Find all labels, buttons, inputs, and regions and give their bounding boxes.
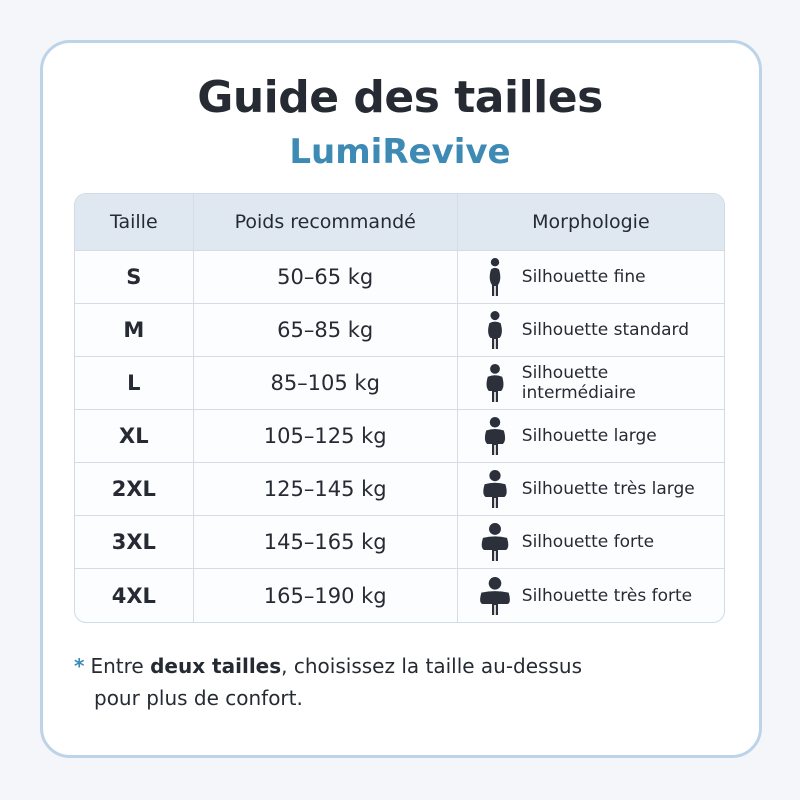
- morphology-cell: [458, 463, 724, 515]
- person-large-icon: [478, 416, 512, 456]
- table-row: [75, 410, 724, 463]
- table-row: [75, 357, 724, 410]
- table-row: [75, 516, 724, 569]
- size-cell: L: [75, 357, 194, 409]
- person-very-strong-icon: [478, 576, 512, 616]
- weight-cell: 85–105 kg: [194, 357, 458, 409]
- size-cell: 2XL: [75, 463, 194, 515]
- weight-cell: 125–145 kg: [194, 463, 458, 515]
- column-header-morphology: Morphologie: [532, 211, 650, 233]
- brand-name: LumiRevive: [289, 132, 511, 172]
- person-medium-icon: [478, 363, 512, 403]
- weight-cell: 145–165 kg: [194, 516, 458, 568]
- asterisk: *: [74, 654, 85, 678]
- size-cell: 4XL: [75, 569, 194, 622]
- morphology-cell: [458, 516, 724, 568]
- morphology-label: Silhouette standard: [521, 320, 690, 340]
- person-strong-icon: [478, 522, 512, 562]
- table-header: [75, 194, 724, 251]
- person-xlarge-icon: [478, 469, 512, 509]
- note-line-2: pour plus de confort.: [94, 686, 303, 710]
- weight-cell: 50–65 kg: [194, 251, 458, 303]
- morphology-cell: [458, 251, 724, 303]
- table-row: [75, 463, 724, 516]
- size-cell: 3XL: [75, 516, 194, 568]
- footnote: [74, 650, 582, 714]
- person-standard-icon: [478, 310, 512, 350]
- table-row: [75, 569, 724, 622]
- weight-cell: 65–85 kg: [194, 304, 458, 356]
- column-header-size: Taille: [75, 194, 194, 250]
- column-header-weight: Poids recommandé: [194, 194, 458, 250]
- size-cell: XL: [75, 410, 194, 462]
- note-text: Entre: [90, 654, 151, 678]
- morphology-label: Silhouette large: [521, 426, 657, 446]
- page-title: Guide des tailles: [197, 72, 603, 123]
- size-cell: S: [75, 251, 194, 303]
- morphology-cell: [458, 410, 724, 462]
- morphology-cell: [458, 569, 724, 622]
- weight-cell: 165–190 kg: [194, 569, 458, 622]
- size-table: [74, 193, 725, 623]
- morphology-cell: [458, 304, 724, 356]
- morphology-label: Silhouette très forte: [521, 585, 693, 606]
- morphology-label: Silhouette très large: [521, 479, 695, 499]
- table-row: [75, 251, 724, 304]
- morphology-label: Silhouette intermédiaire: [521, 363, 636, 403]
- weight-cell: 105–125 kg: [194, 410, 458, 462]
- table-row: [75, 304, 724, 357]
- size-cell: M: [75, 304, 194, 356]
- note-bold: deux tailles: [150, 654, 282, 678]
- morphology-label: Silhouette forte: [521, 532, 655, 552]
- morphology-cell: [458, 357, 724, 409]
- person-slim-icon: [478, 257, 512, 297]
- morphology-label: Silhouette fine: [521, 267, 646, 287]
- note-text-2: , choisissez la taille au-dessus: [281, 654, 582, 678]
